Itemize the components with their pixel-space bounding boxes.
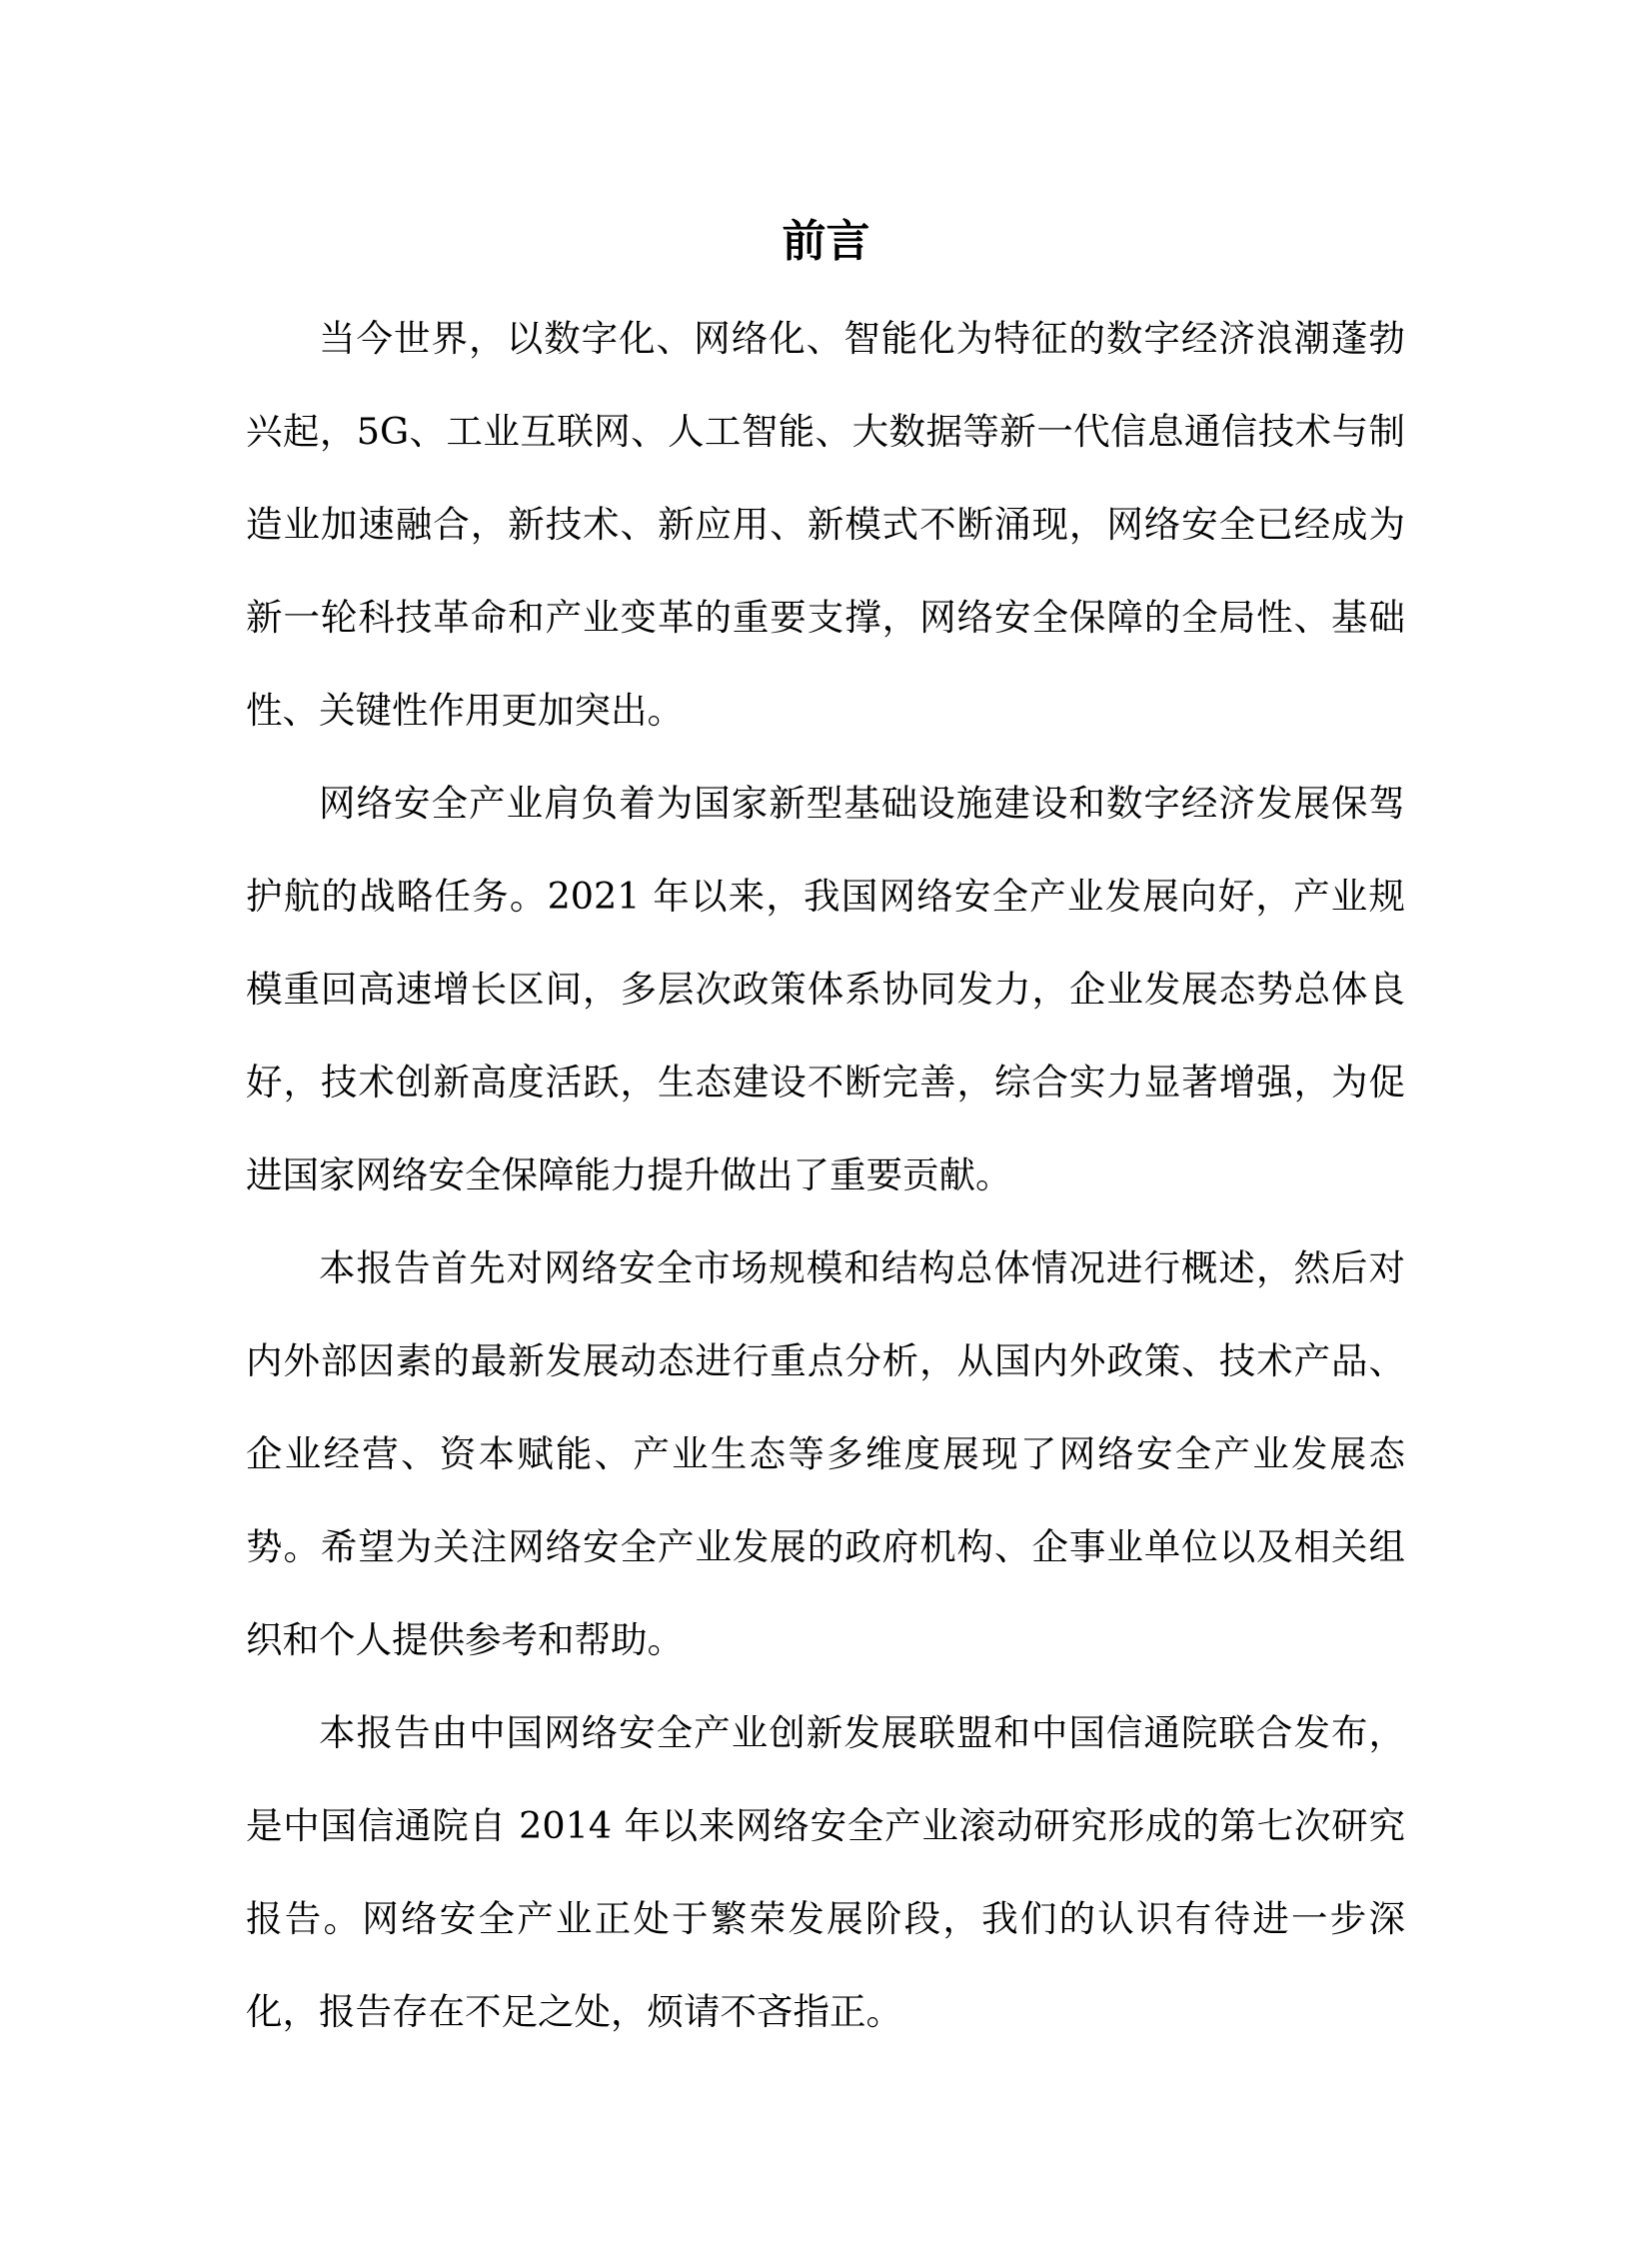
paragraph-1: 当今世界，以数字化、网络化、智能化为特征的数字经济浪潮蓬勃兴起，5G、工业互联网、人工智能、大数据等新一代信息通信技术与制造业加速融合，新技术、新应用、新模式不断涌现，网络安全已经成为新一轮科技革命和产业变革的重要支撑，网络安全保障的全局性、基础性、关键性作用更加突出。 <box>246 317 1405 732</box>
paragraph-3: 本报告首先对网络安全市场规模和结构总体情况进行概述，然后对内外部因素的最新发展动态进行重点分析，从国内外政策、技术产品、企业经营、资本赋能、产业生态等多维度展现了网络安全产业发展态势。希望为关注网络安全产业发展的政府机构、企事业单位以及相关组织和个人提供参考和帮助。 <box>246 1246 1405 1661</box>
page-title: 前言 <box>782 216 870 267</box>
paragraph-4: 本报告由中国网络安全产业创新发展联盟和中国信通院联合发布，是中国信通院自 2014 年以来网络安全产业滚动研究形成的第七次研究报告。网络安全产业正处于繁荣发展阶段，我们的认识有待进一步深化，报告存在不足之处，烦请不吝指正。 <box>246 1711 1405 2033</box>
paragraph-2: 网络安全产业肩负着为国家新型基础设施建设和数字经济发展保驾护航的战略任务。2021 年以来，我国网络安全产业发展向好，产业规模重回高速增长区间，多层次政策体系协同发力，企业发展态势总体良好，技术创新高度活跃，生态建设不断完善，综合实力显著增强，为促进国家网络安全保障能力提升做出了重要贡献。 <box>246 782 1405 1196</box>
document-body <box>246 292 1405 2058</box>
